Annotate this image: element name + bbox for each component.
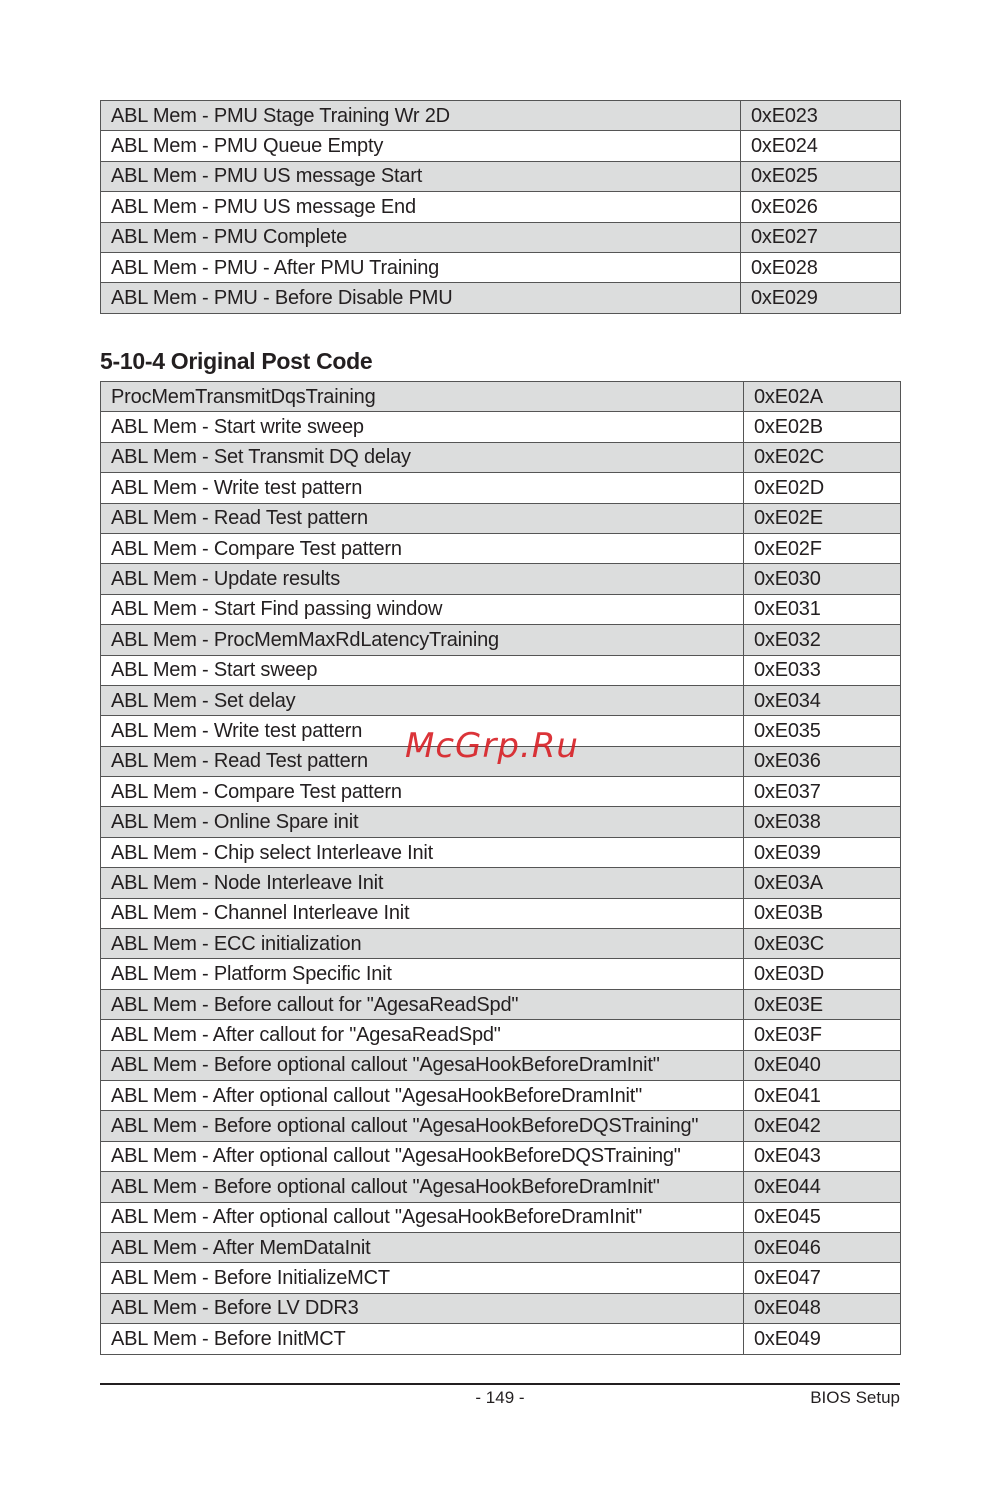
row-description: ABL Mem - PMU Stage Training Wr 2D [101, 101, 741, 131]
row-description: ABL Mem - Online Spare init [101, 807, 744, 837]
row-description: ABL Mem - Before InitMCT [101, 1324, 744, 1354]
row-code: 0xE037 [744, 777, 901, 807]
row-code: 0xE034 [744, 685, 901, 715]
table-row [101, 101, 901, 131]
table-row [101, 685, 901, 715]
row-code: 0xE042 [744, 1111, 901, 1141]
table-row [101, 1172, 901, 1202]
row-code: 0xE03B [744, 898, 901, 928]
row-description: ABL Mem - Before optional callout "AgesaHookBeforeDQSTraining" [101, 1111, 744, 1141]
table-row [101, 929, 901, 959]
table-row [101, 1293, 901, 1323]
table-row [101, 959, 901, 989]
table-row [101, 533, 901, 563]
post-code-table-top [100, 100, 901, 314]
row-code: 0xE02A [744, 382, 901, 412]
row-code: 0xE047 [744, 1263, 901, 1293]
row-code: 0xE029 [741, 283, 901, 313]
row-description: ABL Mem - After optional callout "AgesaHookBeforeDQSTraining" [101, 1141, 744, 1171]
row-code: 0xE045 [744, 1202, 901, 1232]
table-row [101, 989, 901, 1019]
row-description: ABL Mem - Start Find passing window [101, 594, 744, 624]
row-code: 0xE02D [744, 473, 901, 503]
row-code: 0xE02C [744, 442, 901, 472]
table-row [101, 777, 901, 807]
row-code: 0xE039 [744, 837, 901, 867]
table-row [101, 283, 901, 313]
row-code: 0xE033 [744, 655, 901, 685]
watermark-logo: McGrp.Ru [405, 726, 579, 766]
row-code: 0xE025 [741, 161, 901, 191]
table-row [101, 252, 901, 282]
table-row [101, 1263, 901, 1293]
row-code: 0xE028 [741, 252, 901, 282]
row-description: ABL Mem - Write test pattern [101, 473, 744, 503]
row-code: 0xE038 [744, 807, 901, 837]
row-code: 0xE048 [744, 1293, 901, 1323]
row-code: 0xE043 [744, 1141, 901, 1171]
footer-divider [100, 1383, 900, 1385]
table-row [101, 1232, 901, 1262]
row-description: ABL Mem - Set delay [101, 685, 744, 715]
row-description: ABL Mem - PMU - Before Disable PMU [101, 283, 741, 313]
row-code: 0xE036 [744, 746, 901, 776]
row-code: 0xE049 [744, 1324, 901, 1354]
row-code: 0xE024 [741, 131, 901, 161]
table-row [101, 837, 901, 867]
table-row [101, 1111, 901, 1141]
page-number: - 149 - [475, 1388, 525, 1407]
row-description: ABL Mem - Start write sweep [101, 412, 744, 442]
row-description: ABL Mem - Before callout for "AgesaReadSpd" [101, 989, 744, 1019]
row-code: 0xE03C [744, 929, 901, 959]
row-description: ABL Mem - PMU US message Start [101, 161, 741, 191]
table-row [101, 898, 901, 928]
row-description: ABL Mem - Before LV DDR3 [101, 1293, 744, 1323]
table-row [101, 807, 901, 837]
row-code: 0xE030 [744, 564, 901, 594]
section-title: 5-10-4 Original Post Code [100, 348, 373, 374]
row-description: ABL Mem - Before optional callout "AgesaHookBeforeDramInit" [101, 1050, 744, 1080]
table-body [101, 382, 901, 1355]
table-row [101, 473, 901, 503]
table-row [101, 1080, 901, 1110]
table-row [101, 503, 901, 533]
row-code: 0xE03A [744, 868, 901, 898]
row-description: ABL Mem - Chip select Interleave Init [101, 837, 744, 867]
row-description: ABL Mem - PMU Queue Empty [101, 131, 741, 161]
row-description: ABL Mem - Node Interleave Init [101, 868, 744, 898]
row-code: 0xE02B [744, 412, 901, 442]
row-code: 0xE02E [744, 503, 901, 533]
table-row [101, 131, 901, 161]
row-description: ABL Mem - After optional callout "AgesaHookBeforeDramInit" [101, 1202, 744, 1232]
row-description: ABL Mem - Start sweep [101, 655, 744, 685]
table-row [101, 192, 901, 222]
table-row [101, 382, 901, 412]
row-code: 0xE03D [744, 959, 901, 989]
row-description: ABL Mem - Before InitializeMCT [101, 1263, 744, 1293]
row-code: 0xE044 [744, 1172, 901, 1202]
table-row [101, 1324, 901, 1354]
table-row [101, 1020, 901, 1050]
row-description: ABL Mem - Compare Test pattern [101, 533, 744, 563]
table-row [101, 161, 901, 191]
table-row [101, 655, 901, 685]
table-row [101, 625, 901, 655]
row-code: 0xE032 [744, 625, 901, 655]
table-row [101, 1202, 901, 1232]
row-description: ABL Mem - Read Test pattern [101, 503, 744, 533]
row-code: 0xE046 [744, 1232, 901, 1262]
table-row [101, 868, 901, 898]
row-code: 0xE031 [744, 594, 901, 624]
table-row [101, 1141, 901, 1171]
row-description: ProcMemTransmitDqsTraining [101, 382, 744, 412]
row-description: ABL Mem - Write test pattern [101, 716, 744, 746]
row-code: 0xE040 [744, 1050, 901, 1080]
row-description: ABL Mem - After optional callout "AgesaHookBeforeDramInit" [101, 1080, 744, 1110]
row-description: ABL Mem - Update results [101, 564, 744, 594]
row-description: ABL Mem - Before optional callout "AgesaHookBeforeDramInit" [101, 1172, 744, 1202]
row-description: ABL Mem - Set Transmit DQ delay [101, 442, 744, 472]
row-code: 0xE02F [744, 533, 901, 563]
table-row [101, 412, 901, 442]
row-code: 0xE03E [744, 989, 901, 1019]
row-description: ABL Mem - ECC initialization [101, 929, 744, 959]
table-row [101, 442, 901, 472]
row-description: ABL Mem - After callout for "AgesaReadSpd" [101, 1020, 744, 1050]
table-row [101, 594, 901, 624]
table-row [101, 1050, 901, 1080]
post-code-table-main [100, 381, 901, 1355]
row-code: 0xE026 [741, 192, 901, 222]
row-description: ABL Mem - ProcMemMaxRdLatencyTraining [101, 625, 744, 655]
row-code: 0xE035 [744, 716, 901, 746]
row-description: ABL Mem - Platform Specific Init [101, 959, 744, 989]
row-code: 0xE027 [741, 222, 901, 252]
row-description: ABL Mem - PMU US message End [101, 192, 741, 222]
row-description: ABL Mem - Channel Interleave Init [101, 898, 744, 928]
row-code: 0xE023 [741, 101, 901, 131]
row-description: ABL Mem - Compare Test pattern [101, 777, 744, 807]
row-description: ABL Mem - After MemDataInit [101, 1232, 744, 1262]
row-description: ABL Mem - PMU Complete [101, 222, 741, 252]
row-description: ABL Mem - Read Test pattern [101, 746, 744, 776]
row-description: ABL Mem - PMU - After PMU Training [101, 252, 741, 282]
footer-section-label: BIOS Setup [810, 1388, 900, 1407]
table-body [101, 101, 901, 314]
row-code: 0xE03F [744, 1020, 901, 1050]
table-row [101, 222, 901, 252]
row-code: 0xE041 [744, 1080, 901, 1110]
table-row [101, 564, 901, 594]
